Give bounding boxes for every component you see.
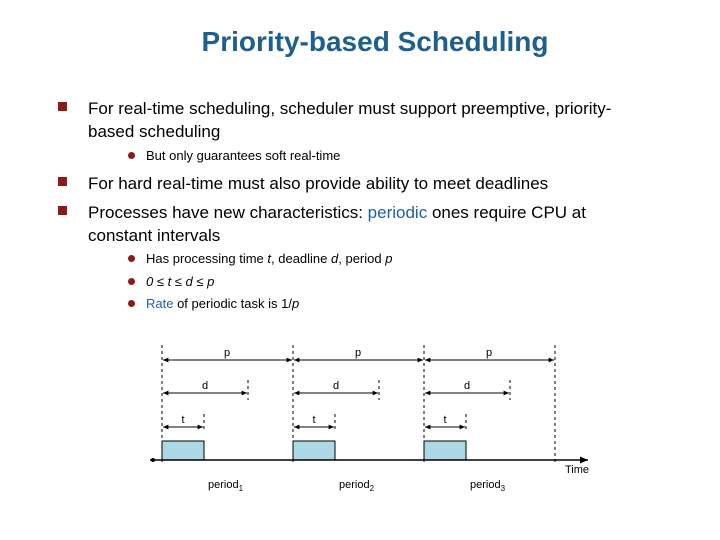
bullet-1-line-b: based scheduling (88, 122, 221, 141)
period-1-label: period$_1$ (208, 479, 244, 493)
periodic-highlight: periodic (367, 203, 428, 222)
bullet-3-pre: Processes have new characteristics: (88, 203, 368, 222)
t-label-2: t (312, 414, 316, 426)
time-axis-label: Time (565, 464, 590, 476)
burst-1 (162, 441, 204, 460)
proc-t: t (267, 251, 272, 266)
d-label-1: d (201, 380, 209, 392)
bullet-3-line-b: constant intervals (88, 226, 221, 245)
period-3-label: period$_3$ (470, 479, 506, 493)
bullet-2-text: For hard real-time must also provide ability to meet deadlines (88, 174, 549, 193)
rate-highlight: Rate (146, 296, 174, 311)
d-label-2: d (332, 380, 340, 392)
proc-mid2: , period (338, 251, 386, 266)
sub-bullet-soft-text: But only guarantees soft real-time (146, 148, 341, 163)
t-label-3: t (443, 414, 447, 426)
bullet-3-post: ones require CPU at (427, 203, 586, 222)
d-label-3: d (463, 380, 471, 392)
proc-pre: Has processing time (146, 251, 268, 266)
rate-mid: of periodic task is 1/ (173, 296, 292, 311)
burst-2 (293, 441, 335, 460)
deadline-lines (248, 380, 510, 400)
p-label-1: p (223, 347, 231, 359)
period-boundaries (162, 345, 555, 462)
proc-mid1: , deadline (271, 251, 332, 266)
proc-p: p (385, 251, 393, 266)
burst-3 (424, 441, 466, 460)
p-label-2: p (354, 347, 362, 359)
cpu-bursts (162, 441, 466, 460)
bullet-1-line-a: For real-time scheduling, scheduler must support preemptive, priority- (88, 99, 612, 118)
inequality-text: 0 ≤ t ≤ d ≤ p (146, 274, 215, 289)
period-2-label: period$_2$ (339, 479, 375, 493)
t-label-1: t (181, 414, 185, 426)
proc-d: d (331, 251, 339, 266)
rate-p: p (291, 296, 300, 311)
p-label-3: p (485, 347, 493, 359)
slide-title: Priority-based Scheduling (201, 26, 549, 57)
